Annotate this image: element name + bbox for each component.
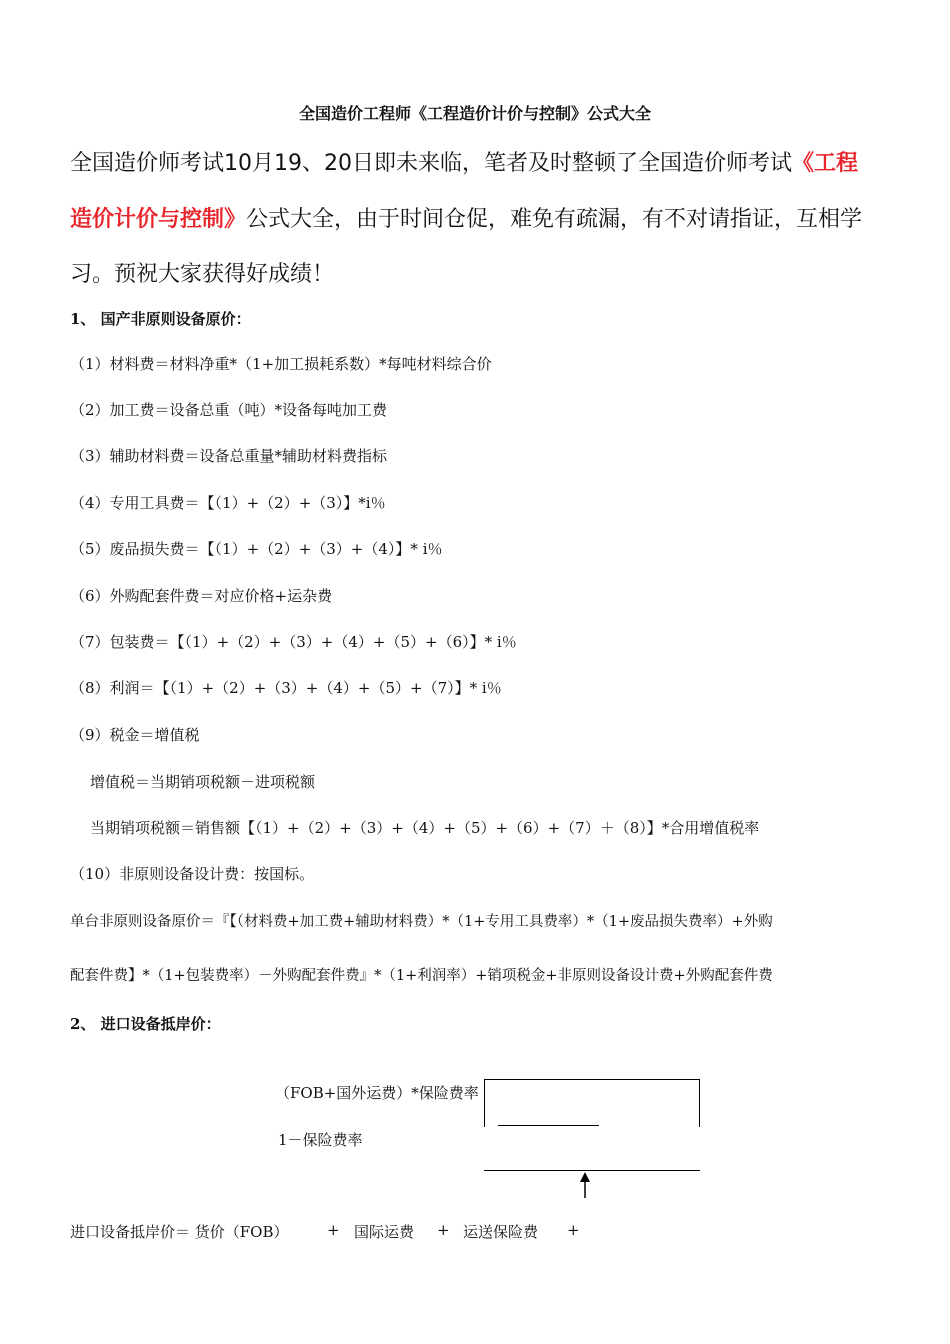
intro-line-1 [70,146,858,177]
formula-item: （2）加工费＝设备总重（吨）*设备每吨加工费 [70,401,388,419]
intro-line-3: 习。预祝大家获得好成绩！ [70,262,335,287]
summary-formula-line-2: 配套件费】*（1+包装费率）－外购配套件费』*（1+利润率）+销项税金+非原则设备设计费+外购配套件费 [70,968,773,984]
formula-item: （10）非原则设备设计费：按国标。 [70,865,315,883]
import-price-formula-label: 进口设备抵岸价＝ 货价（FOB） [70,1223,289,1241]
formula-item: （8）利润＝【（1）+（2）+（3）+（4）+（5）+（7）】* i％ [70,679,502,697]
fraction-denominator: 1－保险费率 [278,1131,363,1149]
bracket-top-line [484,1079,700,1080]
formula-item: （6）外购配套件费＝对应价格+运杂费 [70,587,333,605]
plus-sign: + [327,1221,340,1239]
formula-item: 增值税＝当期销项税额－进项税额 [90,773,316,791]
formula-item: （9）税金＝增值税 [70,726,200,744]
formula-item: （4）专用工具费＝【（1）+（2）+（3）】*i％ [70,494,386,512]
intro-highlight-1: 《工程 [792,151,859,176]
intro-line-2-text: 公式大全，由于时间仓促，难免有疏漏，有不对请指证，互相学 [246,207,863,232]
fraction-bar [498,1125,599,1126]
intro-line-2 [70,202,862,233]
formula-item: （3）辅助材料费＝设备总重量*辅助材料费指标 [70,447,388,465]
intro-line-1-text: 全国造价师考试10月19、20日即未来临，笔者及时整顿了全国造价师考试 [70,151,792,176]
fraction-numerator: （FOB+国外运费）*保险费率 [275,1084,479,1102]
formula-item: 当期销项税额＝销售额【（1）+（2）+（3）+（4）+（5）+（6）+（7）＋（8）】*合用增值税率 [90,819,760,837]
international-freight-term: 国际运费 [354,1223,415,1241]
plus-sign: + [567,1221,580,1239]
formula-item: （5）废品损失费＝【（1）+（2）+（3）+（4）】* i％ [70,540,443,558]
transport-insurance-term: 运送保险费 [463,1223,539,1241]
formula-item: （1）材料费＝材料净重*（1+加工损耗系数）*每吨材料综合价 [70,355,492,373]
bracket-bottom-line [484,1170,700,1171]
section-1-heading: 1、 国产非原则设备原价： [70,310,251,328]
section-2-heading: 2、 进口设备抵岸价： [70,1015,221,1033]
plus-sign: + [437,1221,450,1239]
intro-highlight-2: 造价计价与控制》 [70,207,247,232]
summary-formula-line-1: 单台非原则设备原价＝『【（材料费+加工费+辅助材料费）*（1+专用工具费率）*（1+废品损失费率）+外购 [70,914,773,930]
formula-item: （7）包装费＝【（1）+（2）+（3）+（4）+（5）+（6）】* i％ [70,633,517,651]
up-arrow-icon [576,1172,594,1200]
bracket-right-line [699,1079,700,1127]
bracket-left-line [484,1079,485,1127]
document-title: 全国造价工程师《工程造价计价与控制》公式大全 [298,104,651,123]
